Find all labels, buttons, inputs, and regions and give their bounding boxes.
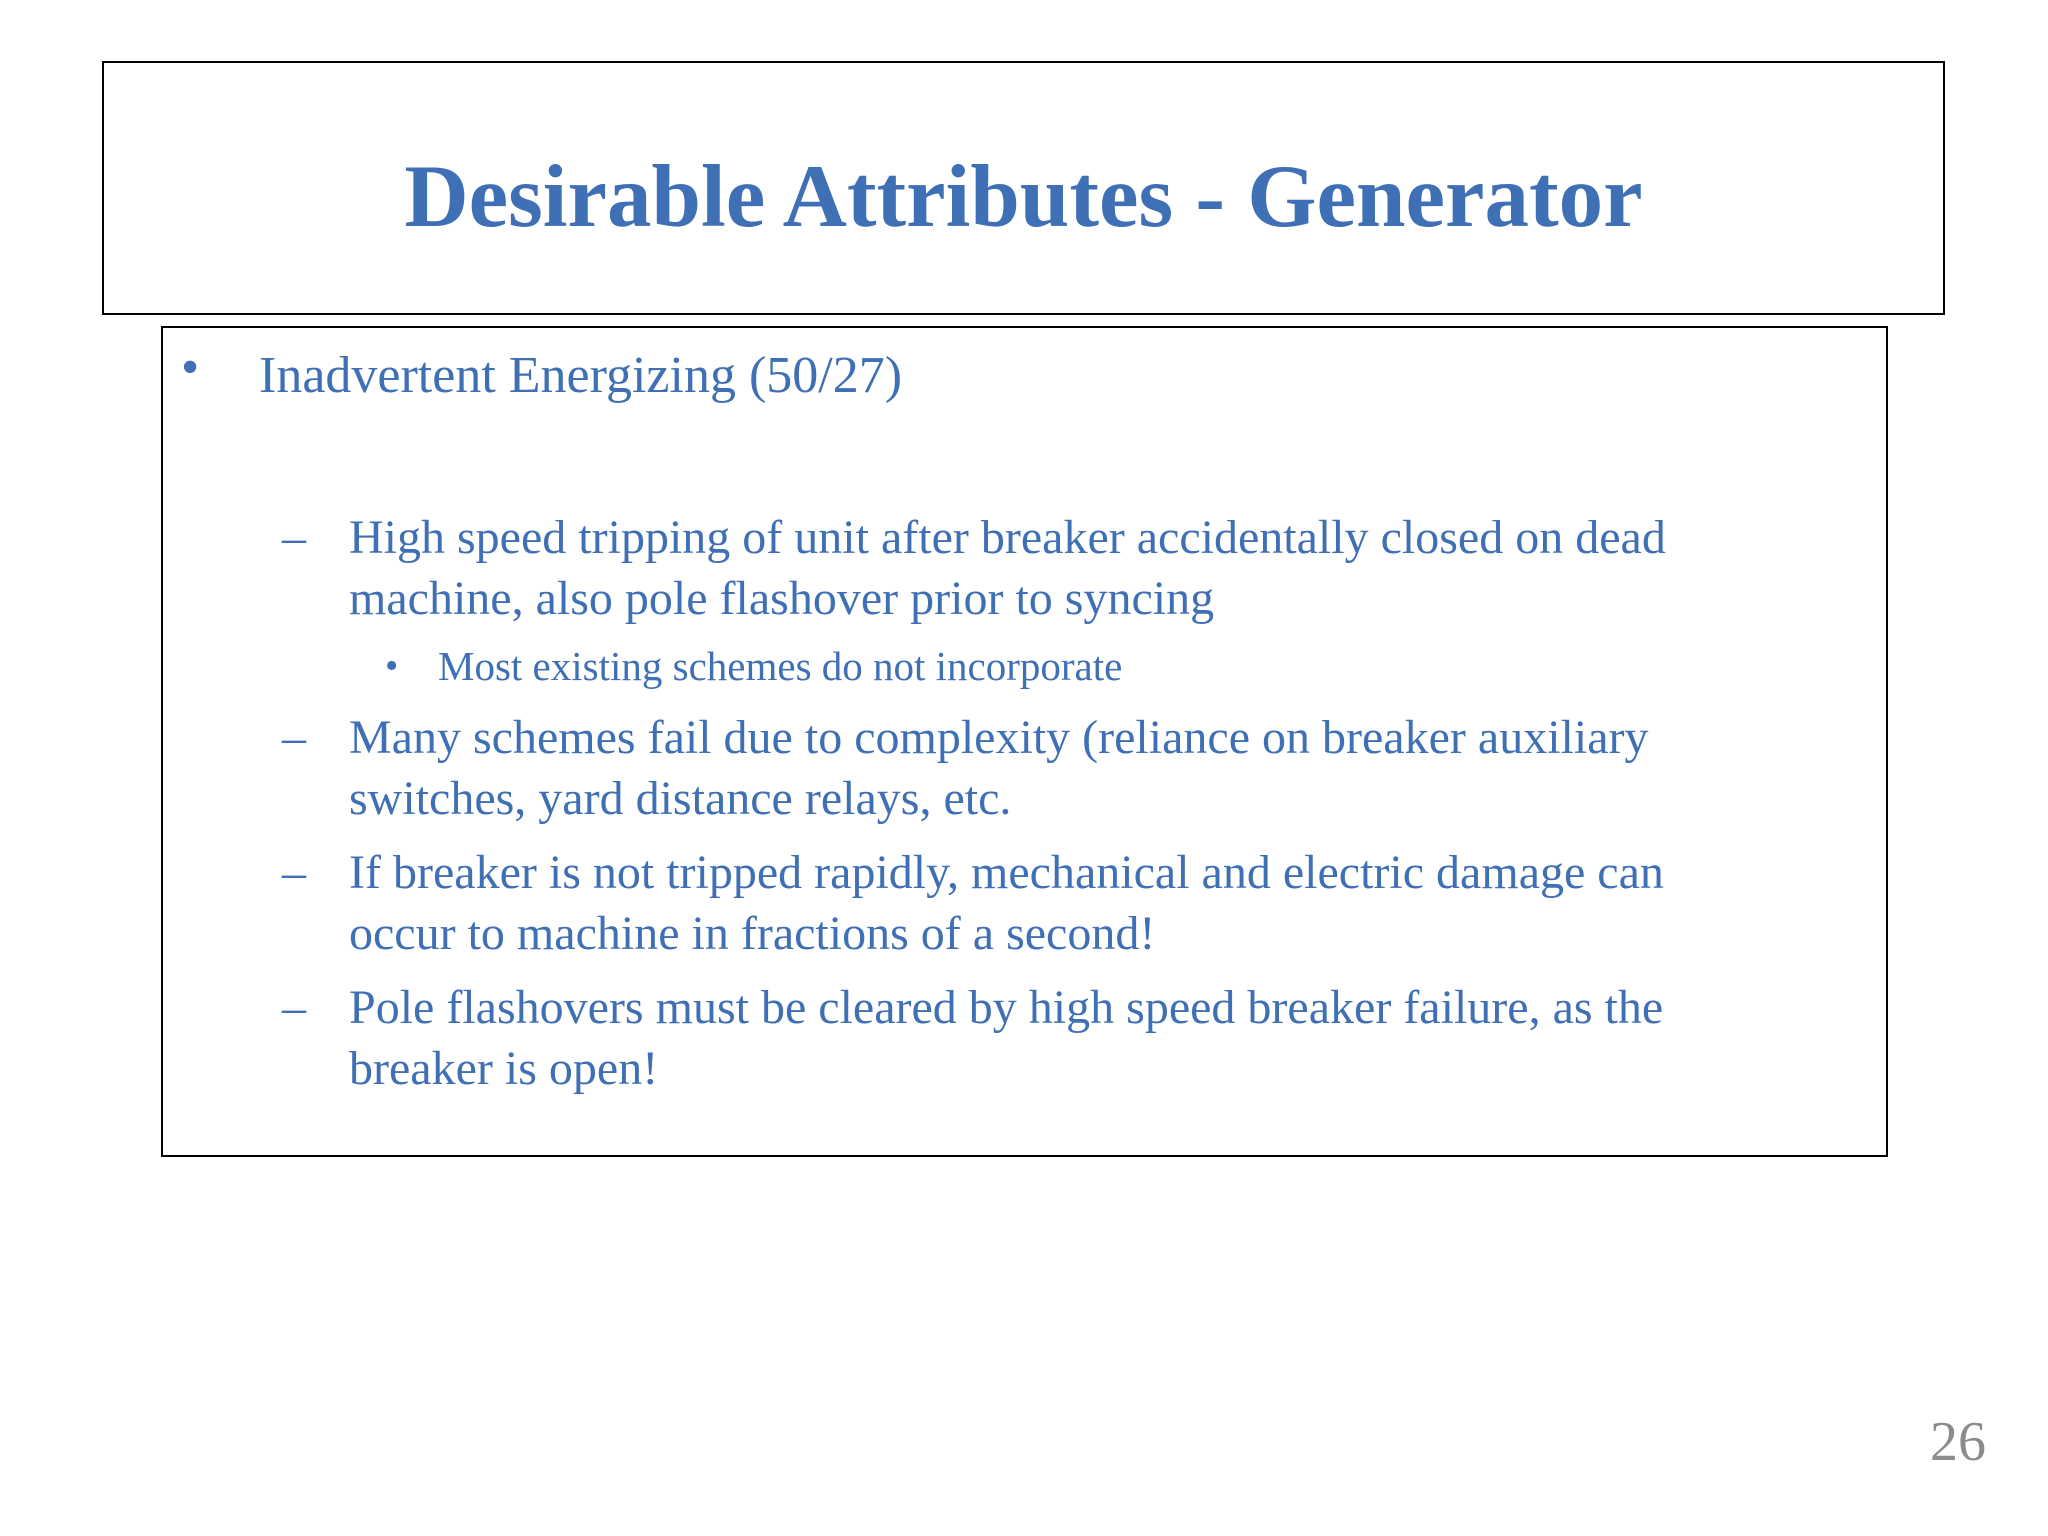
slide-title: Desirable Attributes - Generator	[404, 148, 1643, 246]
page-number: 26	[1930, 1411, 1986, 1473]
sub-item-text: Pole flashovers must be cleared by high speed breaker failure, as the breaker is open!	[349, 981, 1664, 1095]
sub-item-text: If breaker is not tripped rapidly, mechanical and electric damage can occur to machine in fractions of a second!	[349, 846, 1664, 960]
title-box	[102, 61, 1945, 315]
main-bullet-text: Inadvertent Energizing (50/27)	[259, 347, 903, 404]
dash-marker: –	[282, 981, 306, 1034]
bullet-marker: •	[181, 339, 200, 396]
dash-marker: –	[282, 511, 306, 564]
sub-item-text: Many schemes fail due to complexity (reliance on breaker auxiliary switches, yard distance relays, etc.	[349, 711, 1649, 825]
dash-marker: –	[282, 846, 306, 899]
nested-bullet-text: Most existing schemes do not incorporate	[438, 643, 1123, 689]
sub-item-text: High speed tripping of unit after breaker accidentally closed on dead machine, also pole flashover prior to syncing	[349, 511, 1666, 625]
dash-marker: –	[282, 711, 306, 764]
nested-bullet-marker: •	[385, 645, 399, 687]
